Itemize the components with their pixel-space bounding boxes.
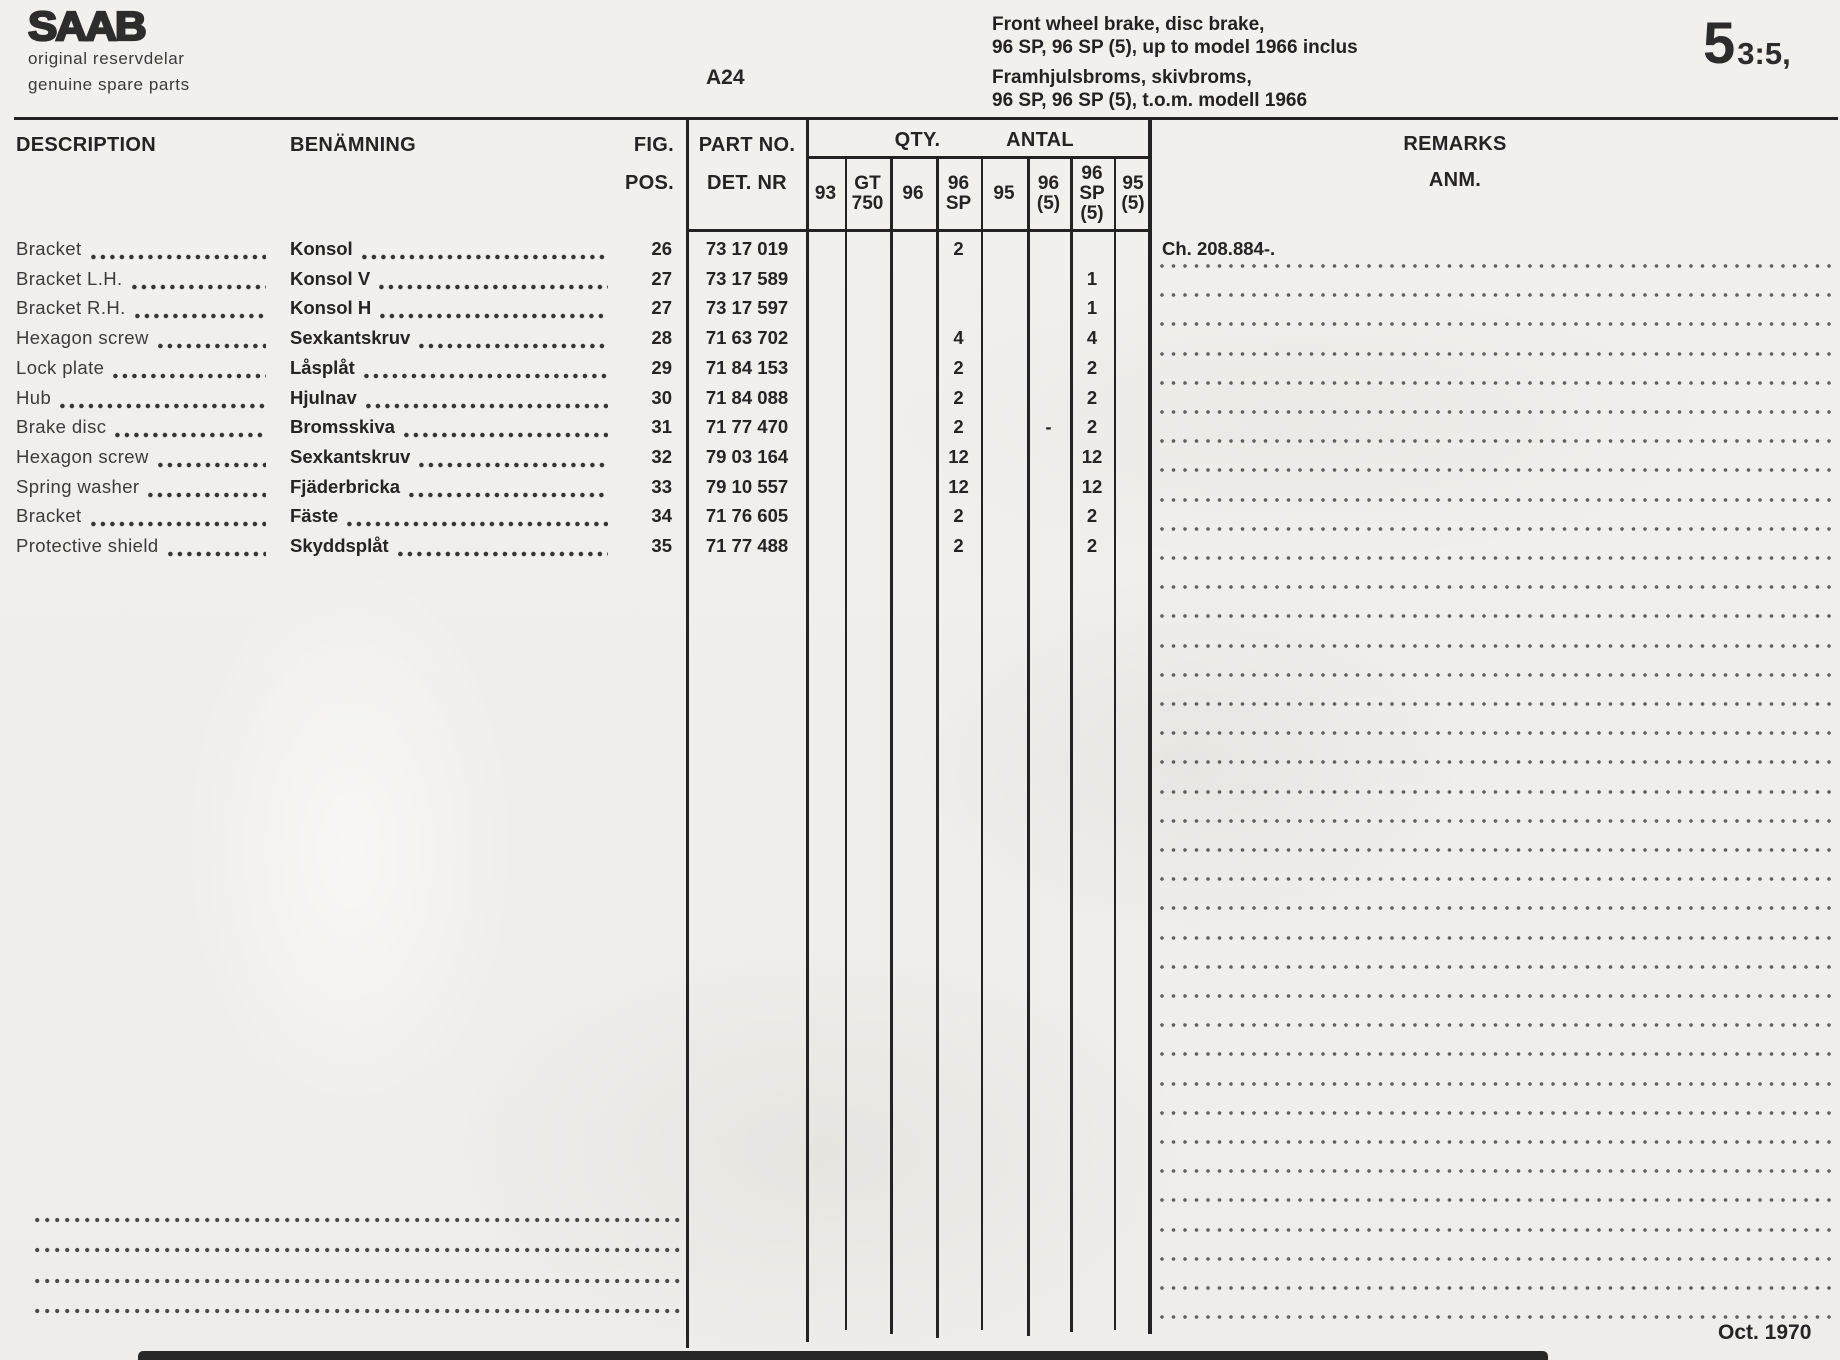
row-remark: Ch. 208.884-. [1162, 238, 1276, 259]
row-qty: 1 [1086, 297, 1098, 318]
left-dotted-line [35, 1308, 682, 1314]
qty-subheader-line: 93 [814, 183, 837, 204]
row-part-no: 71 84 088 [705, 387, 789, 408]
vertical-rule [981, 156, 983, 1330]
remarks-dotted-line [1160, 526, 1838, 532]
leader-dots [366, 403, 608, 409]
horizontal-rule [686, 229, 1152, 232]
row-fig-pos: 30 [651, 387, 672, 408]
row-part-no: 71 76 605 [705, 505, 789, 526]
benamning-text: Skyddsplåt [290, 535, 389, 556]
remarks-dotted-line [1160, 351, 1838, 357]
remarks-dotted-line [1160, 1051, 1838, 1057]
qty-subheader-1 [847, 159, 888, 229]
benamning-text: Bromsskiva [290, 416, 395, 437]
brand-tagline-english: genuine spare parts [28, 75, 190, 94]
col-header-antal: ANTAL [1006, 129, 1074, 151]
qty-subheader-line: 95 [1122, 173, 1144, 194]
qty-subheader-line: 750 [851, 193, 884, 214]
remarks-dotted-line [1160, 1197, 1838, 1203]
qty-subheader-4 [983, 159, 1025, 229]
row-part-no: 71 77 470 [705, 416, 789, 437]
scan-edge-artifact [138, 1351, 1548, 1360]
qty-subheader-7 [1116, 159, 1150, 229]
qty-subheader-line: (5) [1080, 203, 1104, 224]
title-english-line2: 96 SP, 96 SP (5), up to model 1966 inclus [992, 37, 1358, 58]
row-qty: 2 [1086, 505, 1098, 526]
row-part-no: 71 84 153 [705, 357, 789, 378]
row-qty: 1 [1086, 268, 1098, 289]
leader-dots [113, 373, 266, 379]
remarks-dotted-line [1160, 555, 1838, 561]
remarks-dotted-line [1160, 876, 1838, 882]
row-description [16, 535, 268, 559]
leader-dots [168, 551, 266, 557]
col-header-anm: ANM. [1428, 169, 1482, 191]
row-part-no: 71 77 488 [705, 535, 789, 556]
row-fig-pos: 26 [651, 238, 672, 259]
row-fig-pos: 33 [651, 476, 672, 497]
row-qty: 2 [953, 505, 964, 526]
description-text: Bracket [16, 238, 82, 259]
remarks-dotted-line [1160, 438, 1838, 444]
row-benamning [290, 297, 610, 321]
remarks-dotted-line [1160, 263, 1838, 269]
row-qty: 4 [1086, 327, 1098, 348]
description-text: Lock plate [16, 357, 105, 378]
saab-logo: SAAB [28, 4, 145, 50]
row-description [16, 357, 268, 381]
vertical-rule [845, 156, 847, 1330]
vertical-rule [1148, 117, 1152, 1334]
qty-subheader-6 [1072, 159, 1112, 229]
remarks-dotted-line [1160, 905, 1838, 911]
figure-reference: A24 [706, 66, 745, 89]
remarks-dotted-line [1160, 993, 1838, 999]
row-description [16, 416, 268, 440]
qty-subheader-line: SP [945, 193, 972, 214]
qty-subheader-2 [892, 159, 934, 229]
remarks-dotted-line [1160, 847, 1838, 853]
remarks-dotted-line [1160, 964, 1838, 970]
row-benamning [290, 416, 610, 440]
remarks-dotted-line [1160, 584, 1838, 590]
row-qty: 2 [953, 416, 964, 437]
leader-dots [404, 432, 608, 438]
row-qty: 4 [953, 327, 964, 348]
remarks-dotted-line [1160, 701, 1838, 707]
leader-dots [148, 492, 266, 498]
qty-subheader-0 [808, 159, 843, 229]
col-header-det-nr: DET. NR [707, 172, 787, 194]
row-fig-pos: 27 [651, 297, 672, 318]
row-fig-pos: 28 [651, 327, 672, 348]
qty-subheader-line: GT [854, 173, 881, 194]
section-number-major: 5 [1703, 11, 1736, 76]
description-text: Protective shield [16, 535, 159, 556]
vertical-rule [686, 117, 689, 1348]
col-header-remarks: REMARKS [1403, 133, 1507, 155]
row-qty: 2 [953, 238, 964, 259]
qty-subheader-line: (5) [1121, 193, 1145, 214]
row-benamning [290, 268, 610, 292]
remarks-dotted-line [1160, 1227, 1838, 1233]
row-part-no: 73 17 597 [705, 297, 789, 318]
row-part-no: 73 17 589 [705, 268, 789, 289]
remarks-dotted-line [1160, 467, 1838, 473]
description-text: Bracket [16, 505, 82, 526]
row-description [16, 238, 268, 262]
description-text: Bracket L.H. [16, 268, 123, 289]
remarks-dotted-line [1160, 1081, 1838, 1087]
leader-dots [115, 432, 266, 438]
remarks-dotted-line [1160, 497, 1838, 503]
description-text: Spring washer [16, 476, 140, 497]
qty-subheader-line: 96 [1081, 163, 1103, 184]
remarks-dotted-line [1160, 759, 1838, 765]
qty-subheader-line: 96 [902, 183, 924, 204]
leader-dots [158, 462, 266, 468]
leader-dots [91, 254, 266, 260]
title-swedish-line1: Framhjulsbroms, skivbroms, [992, 67, 1252, 88]
leader-dots [419, 462, 608, 468]
col-header-qty: QTY. [894, 129, 941, 151]
row-qty: 2 [953, 357, 964, 378]
remarks-dotted-line [1160, 730, 1838, 736]
vertical-rule [1027, 156, 1030, 1336]
row-qty: 12 [1081, 476, 1103, 497]
leader-dots [380, 313, 608, 319]
remarks-dotted-line [1160, 380, 1838, 386]
row-qty: 2 [953, 535, 964, 556]
col-header-pos: POS. [625, 172, 674, 194]
row-description [16, 327, 268, 351]
remarks-dotted-line [1160, 292, 1838, 298]
row-qty: 2 [1086, 535, 1098, 556]
remarks-dotted-line [1160, 1110, 1838, 1116]
remarks-dotted-line [1160, 672, 1838, 678]
qty-subheader-line: 96 [1037, 173, 1060, 194]
benamning-text: Konsol [290, 238, 353, 259]
remarks-dotted-line [1160, 1022, 1838, 1028]
remarks-dotted-line [1160, 643, 1838, 649]
row-qty: - [1045, 416, 1052, 437]
remarks-dotted-line [1160, 935, 1838, 941]
description-text: Brake disc [16, 416, 107, 437]
row-fig-pos: 35 [651, 535, 672, 556]
col-header-part-no: PART NO. [698, 134, 796, 156]
title-swedish-line2: 96 SP, 96 SP (5), t.o.m. modell 1966 [992, 90, 1308, 111]
qty-subheader-line: 96 [947, 173, 970, 194]
leader-dots [419, 343, 608, 349]
qty-subheader-3 [938, 159, 979, 229]
remarks-dotted-line [1160, 1139, 1838, 1145]
row-qty: 12 [948, 446, 969, 467]
row-benamning [290, 505, 610, 529]
col-header-description: DESCRIPTION [16, 134, 156, 156]
row-benamning [290, 446, 610, 470]
leader-dots [158, 343, 266, 349]
row-description [16, 446, 268, 470]
row-description [16, 476, 268, 500]
vertical-rule [1114, 156, 1116, 1330]
description-text: Hub [16, 387, 52, 408]
row-benamning [290, 327, 610, 351]
left-dotted-line [35, 1278, 682, 1284]
leader-dots [362, 254, 608, 260]
description-text: Bracket R.H. [16, 297, 126, 318]
section-number [1703, 11, 1791, 76]
row-fig-pos: 31 [651, 416, 672, 437]
remarks-dotted-line [1160, 1285, 1838, 1291]
row-benamning [290, 535, 610, 559]
benamning-text: Konsol H [290, 297, 372, 318]
leader-dots [364, 373, 608, 379]
row-description [16, 387, 268, 411]
left-dotted-line [35, 1247, 682, 1253]
row-qty: 2 [1086, 387, 1098, 408]
leader-dots [91, 521, 266, 527]
remarks-dotted-line [1160, 321, 1838, 327]
benamning-text: Låsplåt [290, 357, 355, 378]
vertical-rule [806, 117, 809, 1342]
remarks-dotted-line [1160, 1256, 1838, 1262]
leader-dots [135, 313, 266, 319]
row-benamning [290, 387, 610, 411]
remarks-dotted-line [1160, 789, 1838, 795]
left-dotted-line [35, 1217, 682, 1223]
row-description [16, 297, 268, 321]
row-qty: 12 [1081, 446, 1103, 467]
remarks-dotted-line [1160, 613, 1838, 619]
leader-dots [132, 284, 266, 290]
qty-subheader-5 [1029, 159, 1068, 229]
title-english-line1: Front wheel brake, disc brake, [992, 14, 1265, 35]
row-qty: 2 [1086, 416, 1098, 437]
row-part-no: 73 17 019 [705, 238, 789, 259]
description-text: Hexagon screw [16, 446, 149, 467]
benamning-text: Sexkantskruv [290, 327, 411, 348]
section-number-minor: 3:5, [1737, 36, 1791, 71]
remarks-dotted-line [1160, 1314, 1838, 1320]
brand-tagline-swedish: original reservdelar [28, 49, 185, 68]
page-title [992, 13, 1358, 112]
benamning-text: Fjäderbricka [290, 476, 401, 497]
row-benamning [290, 476, 610, 500]
row-qty: 2 [1086, 357, 1098, 378]
row-part-no: 79 10 557 [705, 476, 789, 497]
leader-dots [409, 492, 608, 498]
remarks-dotted-line [1160, 818, 1838, 824]
row-fig-pos: 27 [651, 268, 672, 289]
issue-date: Oct. 1970 [1718, 1321, 1812, 1344]
leader-dots [398, 551, 608, 557]
col-header-benamning: BENÄMNING [290, 134, 417, 156]
remarks-dotted-line [1160, 1168, 1838, 1174]
row-part-no: 71 63 702 [705, 327, 789, 348]
qty-subheader-line: SP [1079, 183, 1105, 204]
leader-dots [379, 284, 608, 290]
benamning-text: Konsol V [290, 268, 371, 289]
col-header-fig: FIG. [633, 134, 674, 156]
row-part-no: 79 03 164 [705, 446, 789, 467]
row-benamning [290, 357, 610, 381]
row-description [16, 505, 268, 529]
row-benamning [290, 238, 610, 262]
row-fig-pos: 34 [651, 505, 672, 526]
row-fig-pos: 32 [651, 446, 672, 467]
leader-dots [60, 403, 266, 409]
qty-subheader-line: (5) [1036, 193, 1061, 214]
row-fig-pos: 29 [651, 357, 672, 378]
benamning-text: Sexkantskruv [290, 446, 411, 467]
row-description [16, 268, 268, 292]
horizontal-rule [14, 117, 1838, 120]
row-qty: 2 [953, 387, 964, 408]
qty-subheader-line: 95 [993, 183, 1015, 204]
benamning-text: Fäste [290, 505, 339, 526]
remarks-dotted-line [1160, 409, 1838, 415]
leader-dots [347, 521, 608, 527]
benamning-text: Hjulnav [290, 387, 357, 408]
row-qty: 12 [948, 476, 969, 497]
vertical-rule [890, 156, 893, 1334]
description-text: Hexagon screw [16, 327, 149, 348]
